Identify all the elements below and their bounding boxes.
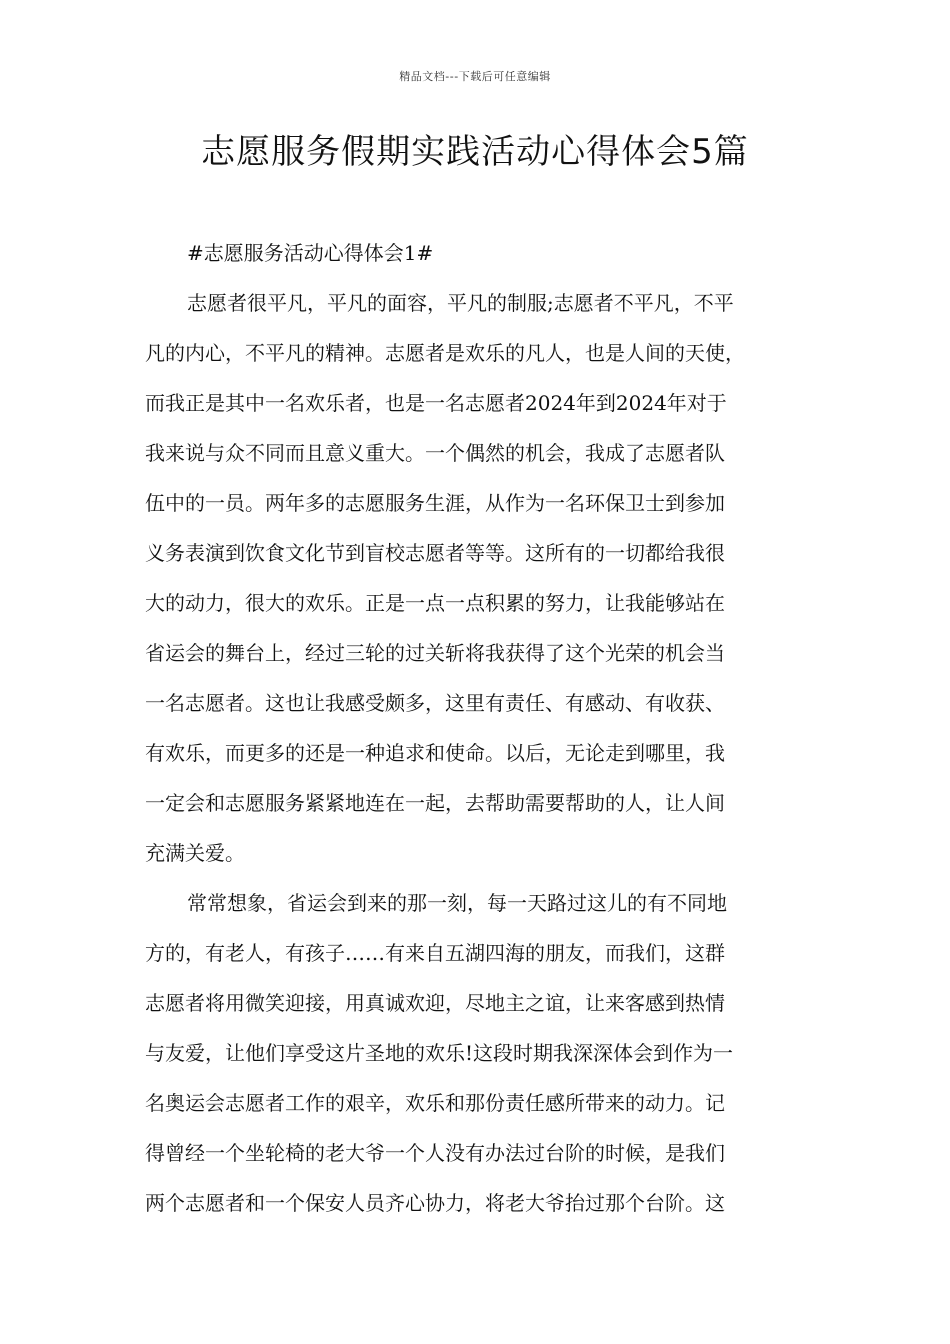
- paragraph-1: [145, 278, 817, 878]
- paragraph-line: 一定会和志愿服务紧紧地连在一起，去帮助需要帮助的人，让人间: [145, 791, 725, 815]
- paragraph-line: 一名志愿者。这也让我感受颇多，这里有责任、有感动、有收获、: [145, 691, 725, 715]
- paragraph-line: 方的，有老人，有孩子……有来自五湖四海的朋友，而我们，这群: [145, 941, 725, 965]
- paragraph-line: 而我正是其中一名欢乐者，也是一名志愿者2024年到2024年对于: [145, 391, 727, 415]
- section-heading: #志愿服务活动心得体会1#: [187, 241, 434, 265]
- paragraph-2: [145, 878, 817, 1228]
- paragraph-line: 两个志愿者和一个保安人员齐心协力，将老大爷抬过那个台阶。这: [145, 1191, 725, 1215]
- paragraph-line: 有欢乐，而更多的还是一种追求和使命。以后，无论走到哪里，我: [145, 741, 725, 765]
- document-body: [145, 228, 817, 1228]
- paragraph-line: 志愿者将用微笑迎接，用真诚欢迎，尽地主之谊，让来客感到热情: [145, 991, 725, 1015]
- paragraph-line: 名奥运会志愿者工作的艰辛，欢乐和那份责任感所带来的动力。记: [145, 1091, 725, 1115]
- paragraph-line: 义务表演到饮食文化节到盲校志愿者等等。这所有的一切都给我很: [145, 541, 725, 565]
- paragraph-line: 得曾经一个坐轮椅的老大爷一个人没有办法过台阶的时候，是我们: [145, 1141, 725, 1165]
- header-note: 精品文档---下载后可任意编辑: [399, 70, 551, 83]
- paragraph-line: 充满关爱。: [145, 841, 245, 865]
- paragraph-line: 伍中的一员。两年多的志愿服务生涯，从作为一名环保卫士到参加: [145, 491, 725, 515]
- paragraph-line: 省运会的舞台上，经过三轮的过关斩将我获得了这个光荣的机会当: [145, 641, 725, 665]
- paragraph-line: 常常想象，省运会到来的那一刻，每一天路过这儿的有不同地: [187, 891, 727, 915]
- document-title: 志愿服务假期实践活动心得体会5篇: [201, 132, 749, 172]
- paragraph-line: 志愿者很平凡，平凡的面容，平凡的制服;志愿者不平凡，不平: [187, 291, 734, 315]
- paragraph-line: 与友爱，让他们享受这片圣地的欢乐!这段时期我深深体会到作为一: [145, 1041, 734, 1065]
- paragraph-line: 我来说与众不同而且意义重大。一个偶然的机会，我成了志愿者队: [145, 441, 725, 465]
- paragraph-line: 大的动力，很大的欢乐。正是一点一点积累的努力，让我能够站在: [145, 591, 725, 615]
- paragraph-line: 凡的内心，不平凡的精神。志愿者是欢乐的凡人，也是人间的天使，: [145, 341, 745, 365]
